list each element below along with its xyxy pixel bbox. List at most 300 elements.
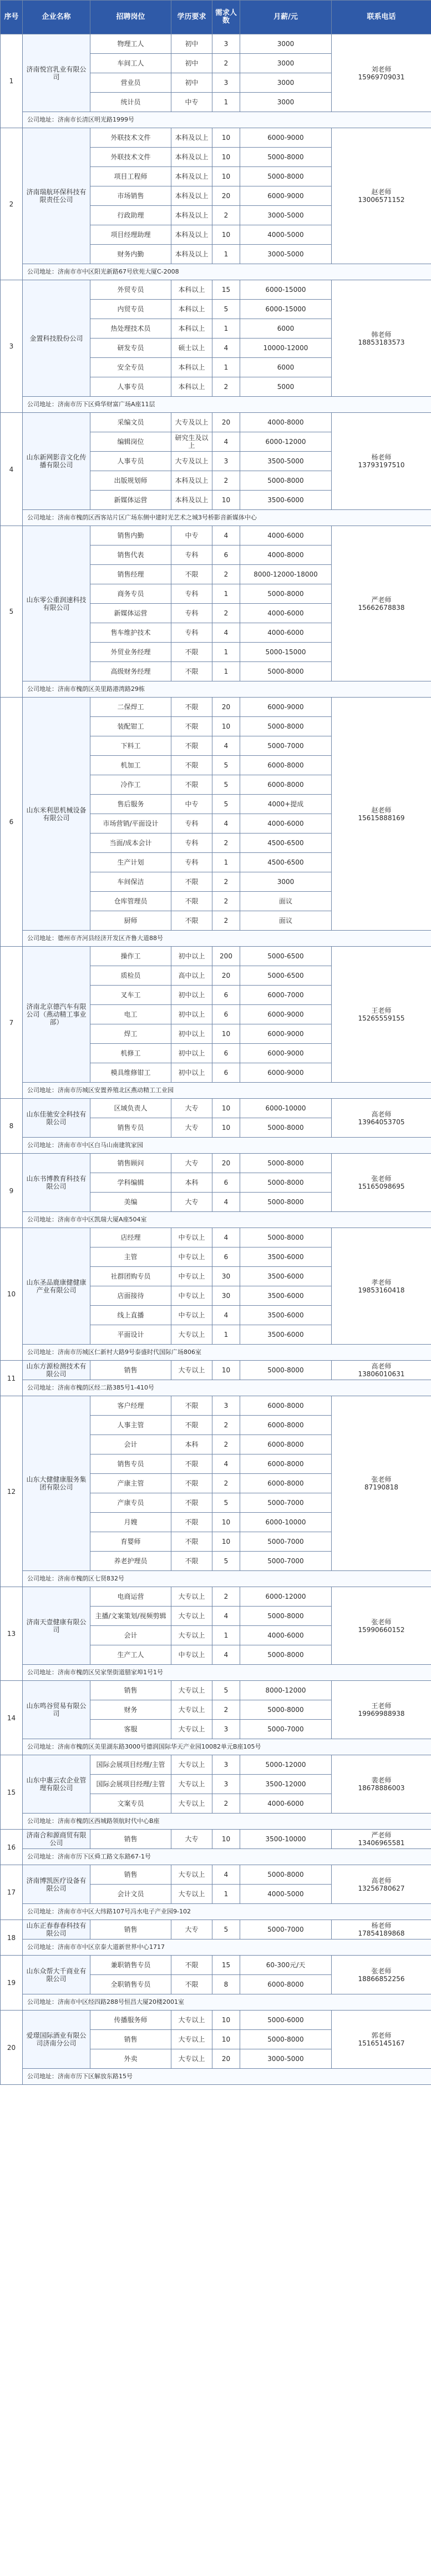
contact-info: 赵老师 15615888169 (332, 698, 431, 931)
row-seq: 10 (1, 1228, 23, 1361)
contact-info: 张老师 15990660152 (332, 1587, 431, 1665)
headcount: 1 (212, 1885, 240, 1904)
address-row (1, 1571, 431, 1587)
position-title: 销售 (90, 1865, 171, 1885)
headcount: 10 (212, 1830, 240, 1849)
education-req: 本科及以上 (171, 245, 212, 264)
headcount: 6 (212, 1247, 240, 1267)
contact-info: 严老师 15662678838 (332, 526, 431, 681)
headcount: 2 (212, 911, 240, 931)
education-req: 初中 (171, 73, 212, 93)
education-req: 大专以上 (171, 1720, 212, 1739)
salary: 3500-6000 (240, 1306, 332, 1325)
education-req: 大专 (171, 1920, 212, 1939)
education-req: 大专 (171, 1099, 212, 1118)
contact-info: 郭老师 15165145167 (332, 2011, 431, 2069)
row-seq: 4 (1, 413, 23, 526)
education-req: 初中以上 (171, 1044, 212, 1063)
row-seq: 8 (1, 1099, 23, 1154)
position-title: 美编 (90, 1193, 171, 1212)
position-title: 叉车工 (90, 986, 171, 1005)
position-title: 客服 (90, 1720, 171, 1739)
headcount: 2 (212, 206, 240, 225)
headcount: 1 (212, 662, 240, 681)
headcount: 2 (212, 471, 240, 491)
salary: 5000-8000 (240, 1154, 332, 1173)
salary: 5000 (240, 377, 332, 397)
address-row (1, 1904, 431, 1920)
education-req: 大专以上 (171, 1794, 212, 1814)
headcount: 1 (212, 853, 240, 872)
salary: 4000-8000 (240, 413, 332, 432)
header-row (1, 1, 431, 34)
salary: 60-300元/天 (240, 1956, 332, 1975)
row-seq: 12 (1, 1396, 23, 1587)
header-company: 企业名称 (23, 1, 90, 34)
position-title: 育婴师 (90, 1532, 171, 1552)
row-seq: 19 (1, 1956, 23, 2011)
headcount: 6 (212, 545, 240, 565)
position-title: 模具维修钳工 (90, 1063, 171, 1083)
headcount: 10 (212, 491, 240, 510)
position-title: 统计员 (90, 93, 171, 112)
education-req: 不限 (171, 1532, 212, 1552)
headcount: 3 (212, 1775, 240, 1794)
headcount: 3 (212, 73, 240, 93)
address-row (1, 112, 431, 128)
salary: 3500-6000 (240, 1286, 332, 1306)
education-req: 中专以上 (171, 1286, 212, 1306)
company-name: 济南合和源商贸有限公司 (23, 1830, 90, 1849)
headcount: 1 (212, 319, 240, 339)
headcount: 6 (212, 1044, 240, 1063)
address-row (1, 264, 431, 280)
headcount: 10 (212, 1361, 240, 1380)
company-name: 山东佳驰安全科技有限公司 (23, 1099, 90, 1138)
position-title: 销售 (90, 1361, 171, 1380)
education-req: 大专以上 (171, 1587, 212, 1607)
position-title: 产康主管 (90, 1474, 171, 1493)
headcount: 20 (212, 1154, 240, 1173)
headcount: 4 (212, 814, 240, 834)
position-title: 机修工 (90, 1044, 171, 1063)
salary: 5000-7000 (240, 1552, 332, 1571)
company-name: 山东鸣谷贸易有限公司 (23, 1681, 90, 1739)
position-title: 主播/文案策划/视频剪辑 (90, 1607, 171, 1626)
education-req: 硕士以上 (171, 339, 212, 358)
headcount: 4 (212, 1193, 240, 1212)
headcount: 10 (212, 1099, 240, 1118)
company-address: 公司地址：济南市市中区阳光新路67号欣苑大厦C-2008 (23, 264, 431, 280)
headcount: 2 (212, 1474, 240, 1493)
position-title: 外贸专员 (90, 280, 171, 300)
position-title: 销售专员 (90, 1454, 171, 1474)
salary: 面议 (240, 911, 332, 931)
headcount: 3 (212, 1755, 240, 1775)
salary: 6000-10000 (240, 1099, 332, 1118)
position-title: 行政助理 (90, 206, 171, 225)
position-title: 客户经理 (90, 1396, 171, 1416)
salary: 5000-8000 (240, 662, 332, 681)
education-req: 不限 (171, 698, 212, 717)
row-seq: 3 (1, 280, 23, 413)
education-req: 不限 (171, 717, 212, 736)
salary: 6000-8000 (240, 1454, 332, 1474)
headcount: 4 (212, 623, 240, 643)
position-title: 采编文员 (90, 413, 171, 432)
education-req: 初中以上 (171, 947, 212, 966)
position-title: 冷作工 (90, 775, 171, 795)
education-req: 大专 (171, 1830, 212, 1849)
position-title: 仓库管理员 (90, 892, 171, 911)
contact-info: 刘老师 15969709031 (332, 34, 431, 112)
education-req: 大专 (171, 1154, 212, 1173)
salary: 6000-9000 (240, 698, 332, 717)
salary: 4000-6000 (240, 604, 332, 623)
headcount: 2 (212, 892, 240, 911)
headcount: 1 (212, 358, 240, 377)
headcount: 30 (212, 1267, 240, 1286)
company-address: 公司地址：济南市历城区仁新村大路9号泰盛时代国际广场806室 (23, 1345, 431, 1361)
education-req: 初中 (171, 34, 212, 54)
headcount: 5 (212, 1552, 240, 1571)
headcount: 6 (212, 1173, 240, 1193)
position-title: 装配钳工 (90, 717, 171, 736)
salary: 4500-6500 (240, 834, 332, 853)
header-position: 招聘岗位 (90, 1, 171, 34)
table-row (1, 1865, 431, 1885)
headcount: 20 (212, 413, 240, 432)
education-req: 本科以上 (171, 280, 212, 300)
education-req: 中专以上 (171, 1228, 212, 1247)
education-req: 大专以上 (171, 1775, 212, 1794)
education-req: 大专以上 (171, 2011, 212, 2030)
position-title: 销售内勤 (90, 526, 171, 545)
salary: 5000-6000 (240, 2011, 332, 2030)
position-title: 热处理技术员 (90, 319, 171, 339)
headcount: 4 (212, 1607, 240, 1626)
position-title: 会计 (90, 1435, 171, 1454)
position-title: 营业员 (90, 73, 171, 93)
salary: 5000-8000 (240, 584, 332, 604)
headcount: 8 (212, 1975, 240, 1994)
company-address: 公司地址：济南市槐荫区吴家堡街道腊家埠1号1号 (23, 1665, 431, 1681)
table-body (1, 34, 431, 2085)
headcount: 20 (212, 698, 240, 717)
headcount: 5 (212, 756, 240, 775)
headcount: 200 (212, 947, 240, 966)
salary: 6000-8000 (240, 1396, 332, 1416)
position-title: 平面设计 (90, 1325, 171, 1345)
headcount: 10 (212, 1532, 240, 1552)
education-req: 中专以上 (171, 1267, 212, 1286)
education-req: 大专以上 (171, 1700, 212, 1720)
position-title: 操作工 (90, 947, 171, 966)
position-title: 当面/成本会计 (90, 834, 171, 853)
salary: 5000-8000 (240, 148, 332, 167)
salary: 6000-9000 (240, 128, 332, 148)
education-req: 本科及以上 (171, 491, 212, 510)
header-seq: 序号 (1, 1, 23, 34)
education-req: 不限 (171, 1493, 212, 1513)
headcount: 2 (212, 872, 240, 892)
headcount: 1 (212, 1626, 240, 1645)
position-title: 财务内勤 (90, 245, 171, 264)
education-req: 大专及以上 (171, 452, 212, 471)
education-req: 本科以上 (171, 300, 212, 319)
salary: 5000-7000 (240, 1532, 332, 1552)
education-req: 本科及以上 (171, 167, 212, 186)
headcount: 30 (212, 1286, 240, 1306)
headcount: 2 (212, 1794, 240, 1814)
contact-info: 王老师 15265559155 (332, 947, 431, 1083)
salary: 5000-8000 (240, 1865, 332, 1885)
address-row (1, 1814, 431, 1830)
position-title: 区域负责人 (90, 1099, 171, 1118)
company-address: 公司地址：济南市槐荫区美里湖东路3000号德润国际华天产业园10082单元B座105号 (23, 1739, 431, 1755)
position-title: 市场营销/平面设计 (90, 814, 171, 834)
company-name: 山东新网影音文化传播有限公司 (23, 413, 90, 510)
education-req: 初中以上 (171, 986, 212, 1005)
salary: 3000 (240, 54, 332, 73)
salary: 8000-12000-18000 (240, 565, 332, 584)
education-req: 初中以上 (171, 1005, 212, 1024)
headcount: 5 (212, 775, 240, 795)
address-row (1, 2069, 431, 2085)
position-title: 新媒体运营 (90, 604, 171, 623)
table-row (1, 1154, 431, 1173)
headcount: 6 (212, 986, 240, 1005)
education-req: 中专 (171, 795, 212, 814)
salary: 6000-9000 (240, 186, 332, 206)
education-req: 高中以上 (171, 966, 212, 986)
position-title: 销售 (90, 1681, 171, 1700)
address-row (1, 1994, 431, 2011)
position-title: 电工 (90, 1005, 171, 1024)
company-address: 公司地址：济南市长清区明光路1999号 (23, 112, 431, 128)
salary: 4000-6000 (240, 1794, 332, 1814)
headcount: 3 (212, 1720, 240, 1739)
headcount: 15 (212, 280, 240, 300)
education-req: 大专以上 (171, 1885, 212, 1904)
company-address: 公司地址：济南市市中区京泰大道新世界中心1717 (23, 1939, 431, 1956)
row-seq: 5 (1, 526, 23, 698)
position-title: 销售专员 (90, 1118, 171, 1138)
position-title: 销售 (90, 1920, 171, 1939)
education-req: 专科 (171, 623, 212, 643)
table-row (1, 128, 431, 148)
company-name: 山东正春春春科技有限公司 (23, 1920, 90, 1939)
position-title: 编辑岗位 (90, 432, 171, 452)
salary: 4000+提成 (240, 795, 332, 814)
education-req: 大专以上 (171, 1607, 212, 1626)
salary: 5000-7000 (240, 1720, 332, 1739)
headcount: 10 (212, 1118, 240, 1138)
education-req: 不限 (171, 1454, 212, 1474)
position-title: 质检员 (90, 966, 171, 986)
table-row (1, 1830, 431, 1849)
table-row (1, 1587, 431, 1607)
salary: 5000-8000 (240, 1607, 332, 1626)
headcount: 5 (212, 1493, 240, 1513)
table-row (1, 698, 431, 717)
salary: 5000-8000 (240, 2030, 332, 2049)
header-contact: 联系电话 (332, 1, 431, 34)
address-row (1, 1083, 431, 1099)
salary: 3000-5000 (240, 206, 332, 225)
row-seq: 15 (1, 1755, 23, 1830)
education-req: 大专以上 (171, 1865, 212, 1885)
header-education: 学历要求 (171, 1, 212, 34)
salary: 3000-5000 (240, 245, 332, 264)
salary: 6000-15000 (240, 300, 332, 319)
position-title: 高级财务经理 (90, 662, 171, 681)
table-row (1, 1920, 431, 1939)
position-title: 研发专员 (90, 339, 171, 358)
salary: 3500-6000 (240, 1325, 332, 1345)
salary: 5000-8000 (240, 471, 332, 491)
salary: 4500-6500 (240, 853, 332, 872)
address-row (1, 1739, 431, 1755)
position-title: 售后服务 (90, 795, 171, 814)
education-req: 大专以上 (171, 1681, 212, 1700)
salary: 4000-6000 (240, 526, 332, 545)
company-address: 公司地址：济南市历下区解放东路15号 (23, 2069, 431, 2085)
address-row (1, 1345, 431, 1361)
table-row (1, 1228, 431, 1247)
headcount: 4 (212, 1865, 240, 1885)
position-title: 月嫂 (90, 1513, 171, 1532)
education-req: 不限 (171, 1474, 212, 1493)
company-name: 山东圣品鹿康健健康产业有限公司 (23, 1228, 90, 1345)
education-req: 专科 (171, 853, 212, 872)
position-title: 外联技术文件 (90, 148, 171, 167)
education-req: 本科 (171, 1173, 212, 1193)
company-address: 公司地址：济南市槐荫区西城路领航时代中心B座 (23, 1814, 431, 1830)
salary: 5000-7000 (240, 1493, 332, 1513)
salary: 5000-8000 (240, 1193, 332, 1212)
headcount: 20 (212, 2049, 240, 2069)
education-req: 不限 (171, 736, 212, 756)
education-req: 不限 (171, 775, 212, 795)
table-row (1, 1361, 431, 1380)
position-title: 兼职销售专员 (90, 1956, 171, 1975)
salary: 6000-8000 (240, 775, 332, 795)
position-title: 市场销售 (90, 186, 171, 206)
position-title: 学科编辑 (90, 1173, 171, 1193)
position-title: 外联技术文件 (90, 128, 171, 148)
address-row (1, 1849, 431, 1865)
table-row (1, 413, 431, 432)
education-req: 不限 (171, 1975, 212, 1994)
salary: 5000-7000 (240, 1920, 332, 1939)
position-title: 主管 (90, 1247, 171, 1267)
salary: 5000-8000 (240, 1645, 332, 1665)
salary: 6000-9000 (240, 1024, 332, 1044)
row-seq: 18 (1, 1920, 23, 1956)
row-seq: 11 (1, 1361, 23, 1396)
education-req: 大专以上 (171, 1325, 212, 1345)
education-req: 不限 (171, 565, 212, 584)
education-req: 专科 (171, 604, 212, 623)
education-req: 不限 (171, 1416, 212, 1435)
headcount: 1 (212, 93, 240, 112)
company-address: 公司地址：济南市历下区舜工路文东路67-1号 (23, 1849, 431, 1865)
headcount: 10 (212, 148, 240, 167)
row-seq: 1 (1, 34, 23, 128)
address-row (1, 1665, 431, 1681)
row-seq: 7 (1, 947, 23, 1099)
education-req: 中专以上 (171, 1306, 212, 1325)
education-req: 中专 (171, 93, 212, 112)
education-req: 中专以上 (171, 1247, 212, 1267)
company-address: 公司地址：德州市齐河县经济开发区齐鲁大道88号 (23, 931, 431, 947)
company-name: 山东书博教育科技有限公司 (23, 1154, 90, 1212)
headcount: 10 (212, 2011, 240, 2030)
position-title: 项目经理助理 (90, 225, 171, 245)
headcount: 4 (212, 339, 240, 358)
salary: 5000-6500 (240, 947, 332, 966)
position-title: 店面接待 (90, 1286, 171, 1306)
headcount: 2 (212, 565, 240, 584)
salary: 6000-9000 (240, 1005, 332, 1024)
salary: 6000-8000 (240, 1474, 332, 1493)
position-title: 生产计划 (90, 853, 171, 872)
headcount: 5 (212, 1681, 240, 1700)
position-title: 内贸专员 (90, 300, 171, 319)
salary: 3500-5000 (240, 452, 332, 471)
contact-info: 王老师 19969988938 (332, 1681, 431, 1739)
position-title: 项目工程师 (90, 167, 171, 186)
address-row (1, 510, 431, 526)
education-req: 研究生及以上 (171, 432, 212, 452)
headcount: 10 (212, 225, 240, 245)
education-req: 大专以上 (171, 2049, 212, 2069)
education-req: 本科以上 (171, 319, 212, 339)
position-title: 财务 (90, 1700, 171, 1720)
headcount: 1 (212, 584, 240, 604)
table-row (1, 1681, 431, 1700)
salary: 6000 (240, 358, 332, 377)
table-row (1, 1099, 431, 1118)
salary: 6000-9000 (240, 1044, 332, 1063)
position-title: 厨师 (90, 911, 171, 931)
education-req: 不限 (171, 872, 212, 892)
headcount: 10 (212, 167, 240, 186)
company-name: 金置科技股份公司 (23, 280, 90, 397)
position-title: 人事专员 (90, 452, 171, 471)
contact-info: 严老师 13406965581 (332, 1830, 431, 1849)
contact-info: 裴老师 18678886003 (332, 1755, 431, 1814)
headcount: 10 (212, 717, 240, 736)
headcount: 5 (212, 300, 240, 319)
salary: 3000-5000 (240, 2049, 332, 2069)
salary: 6000-12000 (240, 1587, 332, 1607)
position-title: 国际会展项目经理/主管 (90, 1755, 171, 1775)
position-title: 国际会展项目经理/主管 (90, 1775, 171, 1794)
contact-info: 张老师 18866852256 (332, 1956, 431, 1994)
education-req: 本科 (171, 1435, 212, 1454)
headcount: 2 (212, 1435, 240, 1454)
salary: 3000 (240, 872, 332, 892)
salary: 6000 (240, 319, 332, 339)
education-req: 初中以上 (171, 1024, 212, 1044)
education-req: 不限 (171, 662, 212, 681)
headcount: 4 (212, 1645, 240, 1665)
headcount: 1 (212, 245, 240, 264)
salary: 3500-6000 (240, 1247, 332, 1267)
education-req: 专科 (171, 545, 212, 565)
